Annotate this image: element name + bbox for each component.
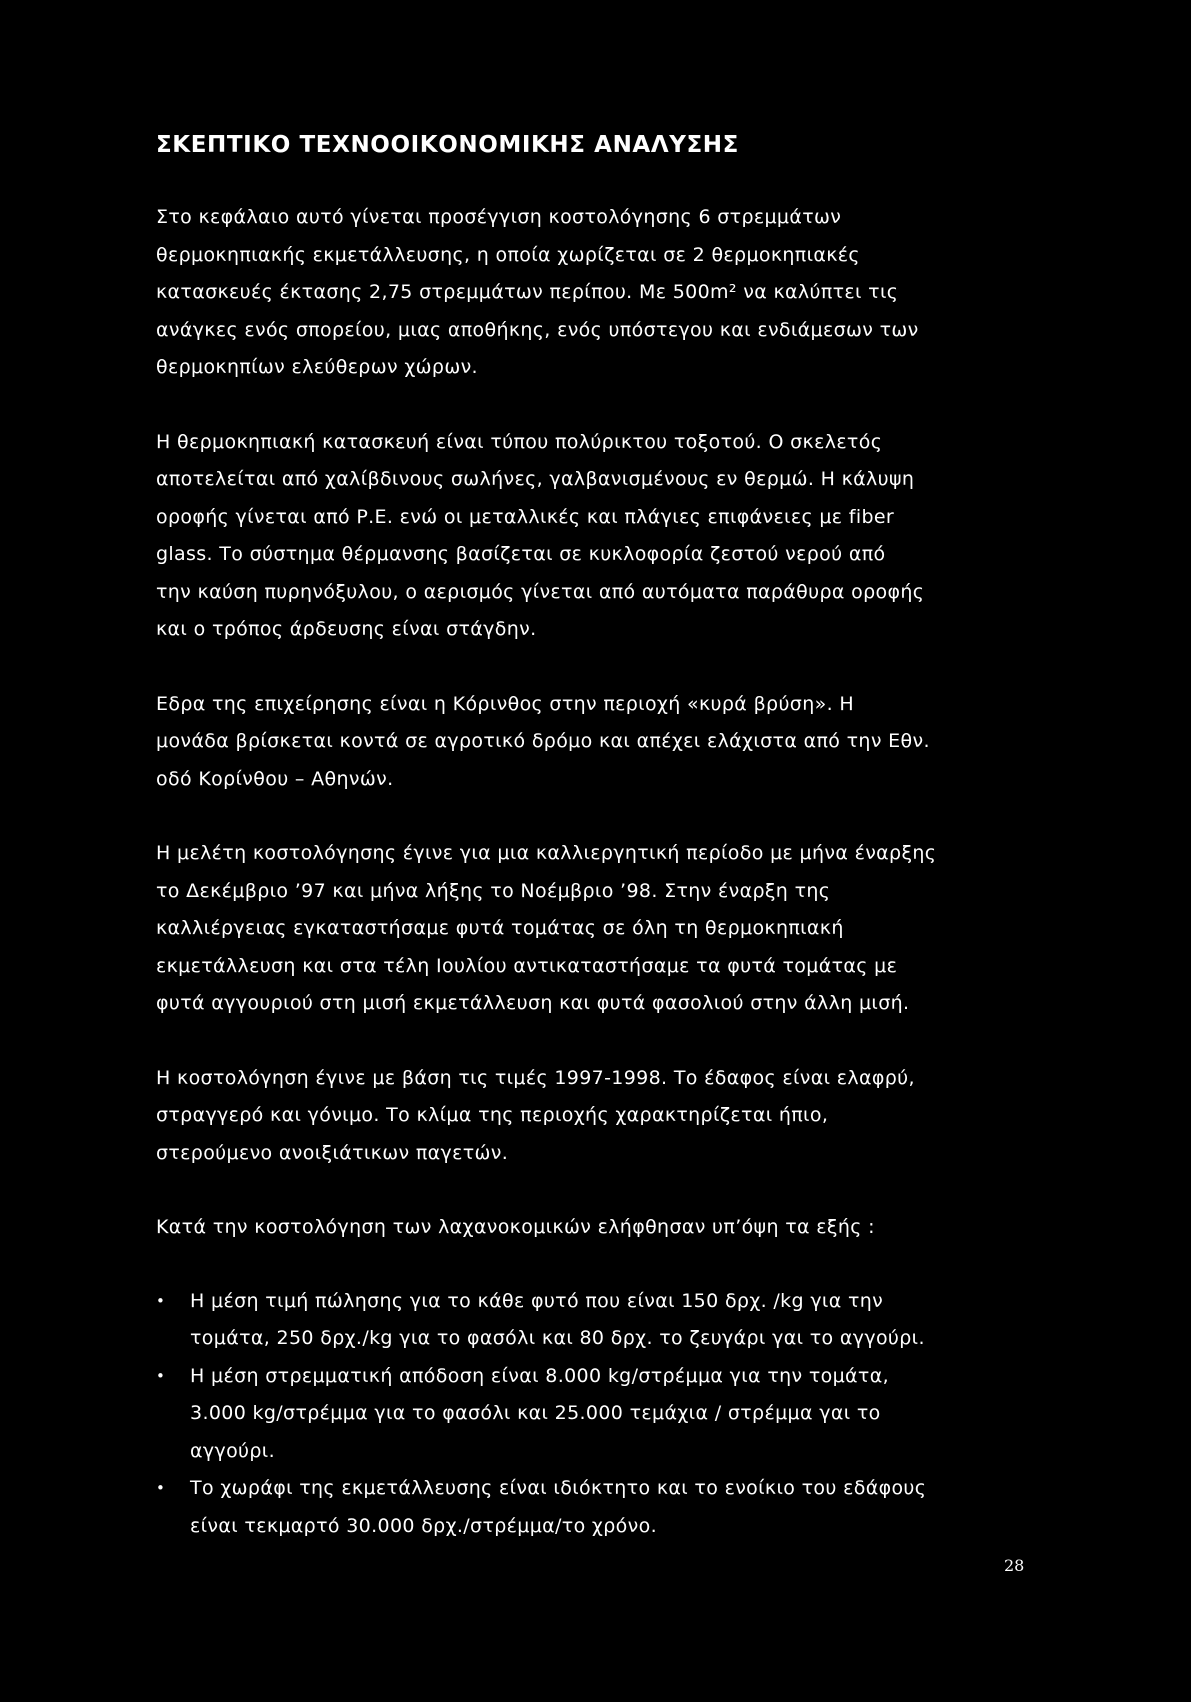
bullet-icon: • — [156, 1479, 166, 1497]
text-line: Κατά την κοστολόγηση των λαχανοκομικών ελήφθησαν υπ’όψη τα εξής : — [156, 1216, 875, 1238]
text-line: ανάγκες ενός σπορείου, μιας αποθήκης, ενός υπόστεγου και ενδιάμεσων των — [156, 318, 919, 341]
list-item — [156, 1358, 1056, 1471]
text-line: αγγούρι. — [190, 1439, 275, 1462]
text-line: στραγγερό και γόνιμο. Το κλίμα της περιοχής χαρακτηρίζεται ήπιο, — [156, 1104, 829, 1126]
text-line: θερμοκηπιακής εκμετάλλευσης, η οποία χωρίζεται σε 2 θερμοκηπιακές — [156, 243, 860, 266]
text-line: Η μέση τιμή πώλησης για το κάθε φυτό που είναι 150 δρχ. /kg για την — [190, 1289, 884, 1312]
assumptions-list — [156, 1283, 1056, 1546]
list-item — [156, 1470, 1056, 1545]
text-line: Η μελέτη κοστολόγησης έγινε για μια καλλιεργητική περίοδο με μήνα έναρξης — [156, 842, 937, 864]
bullet-icon: • — [156, 1291, 166, 1310]
text-line: Το χωράφι της εκμετάλλευσης είναι ιδιόκτητο και το ενοίκιο του εδάφους — [190, 1477, 927, 1499]
paragraph-location — [156, 686, 1056, 799]
paragraph-assumptions-intro — [156, 1209, 1056, 1247]
text-line: Η μέση στρεμματική απόδοση είναι 8.000 kg/στρέμμα για την τομάτα, — [190, 1364, 889, 1387]
text-line: Στο κεφάλαιο αυτό γίνεται προσέγγιση κοστολόγησης 6 στρεμμάτων — [156, 206, 842, 228]
text-line: θερμοκηπίων ελεύθερων χώρων. — [156, 356, 478, 378]
text-line: τομάτα, 250 δρχ./kg για το φασόλι και 80 δρχ. το ζευγάρι γαι το αγγούρι. — [190, 1327, 925, 1349]
text-line: το Δεκέμβριο ’97 και μήνα λήξης το Νοέμβριο ’98. Στην έναρξη της — [156, 879, 831, 902]
paragraph-construction — [156, 424, 1056, 649]
text-line: οδό Κορίνθου – Αθηνών. — [156, 767, 394, 790]
text-line: είναι τεκμαρτό 30.000 δρχ./στρέμμα/το χρόνο. — [190, 1514, 657, 1537]
list-item — [156, 1283, 1056, 1358]
text-line: 3.000 kg/στρέμμα για το φασόλι και 25.000 τεμάχια / στρέμμα γαι το — [190, 1402, 881, 1424]
document-page — [156, 128, 1056, 1545]
text-line: φυτά αγγουριού στη μισή εκμετάλλευση και φυτά φασολιού στην άλλη μισή. — [156, 992, 910, 1014]
paragraph-intro — [156, 199, 1056, 387]
text-line: καλλιέργειας εγκαταστήσαμε φυτά τομάτας σε όλη τη θερμοκηπιακή — [156, 917, 844, 939]
page-title: ΣΚΕΠΤΙΚΟ ΤΕΧΝΟΟΙΚΟΝΟΜΙΚΗΣ ΑΝΑΛΥΣΗΣ — [156, 132, 739, 158]
paragraph-study-period — [156, 835, 1056, 1023]
bullet-icon: • — [156, 1366, 166, 1385]
text-line: στερούμενο ανοιξιάτικων παγετών. — [156, 1141, 509, 1164]
text-line: την καύση πυρηνόξυλου, ο αερισμός γίνεται από αυτόματα παράθυρα οροφής — [156, 580, 925, 603]
text-line: οροφής γίνεται από Ρ.Ε. ενώ οι μεταλλικές και πλάγιες επιφάνειες με fiber — [156, 505, 895, 528]
text-line: εκμετάλλευση και στα τέλη Ιουλίου αντικαταστήσαμε τα φυτά τομάτας με — [156, 954, 898, 977]
text-line: glass. Το σύστημα θέρμανσης βασίζεται σε κυκλοφορία ζεστού νερού από — [156, 543, 886, 565]
text-line: Η θερμοκηπιακή κατασκευή είναι τύπου πολύρικτου τοξοτού. Ο σκελετός — [156, 430, 883, 453]
text-line: κατασκευές έκτασης 2,75 στρεμμάτων περίπου. Με 500m² να καλύπτει τις — [156, 281, 899, 303]
page-number: 28 — [1004, 1556, 1025, 1575]
paragraph-prices-soil — [156, 1060, 1056, 1173]
text-line: Η κοστολόγηση έγινε με βάση τις τιμές 1997-1998. Το έδαφος είναι ελαφρύ, — [156, 1066, 915, 1089]
text-line: αποτελείται από χαλίβδινους σωλήνες, γαλβανισμένους εν θερμώ. Η κάλυψη — [156, 468, 915, 490]
text-line: και ο τρόπος άρδευσης είναι στάγδην. — [156, 618, 537, 640]
text-line: μονάδα βρίσκεται κοντά σε αγροτικό δρόμο και απέχει ελάχιστα από την Εθν. — [156, 730, 930, 752]
text-line: Εδρα της επιχείρησης είναι η Κόρινθος στην περιοχή «κυρά βρύση». Η — [156, 692, 854, 715]
